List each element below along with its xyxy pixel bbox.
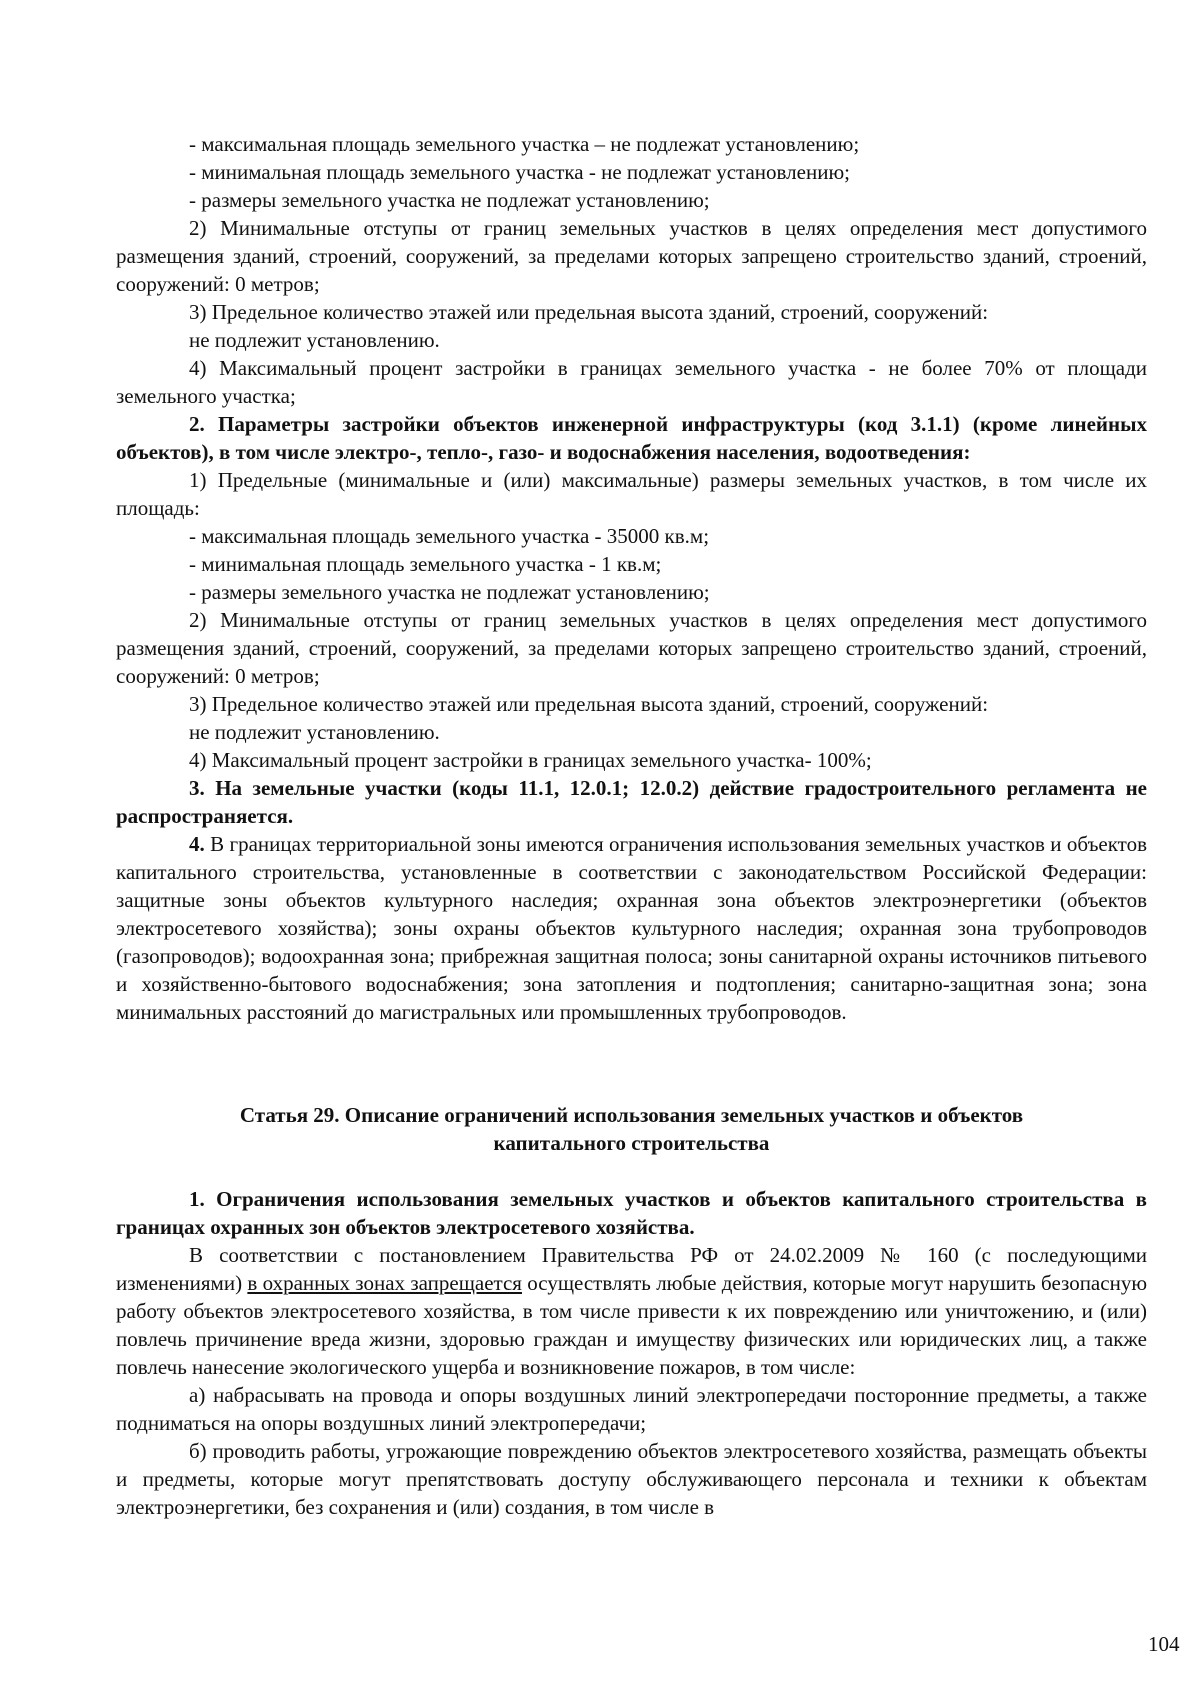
paragraph: а) набрасывать на провода и опоры воздушных линий электропередачи посторонние предметы, а также подниматься на опоры воздушных линий электропередачи; xyxy=(116,1383,1147,1435)
section-2-heading: 2. Параметры застройки объектов инженерной инфраструктуры (код 3.1.1) (кроме линейных объектов), в том числе электро-, тепло-, газо- и водоснабжения населения, водоотведения: xyxy=(116,412,1147,464)
article-title xyxy=(116,1101,1147,1157)
paragraph: - размеры земельного участка не подлежат установлению; xyxy=(189,580,710,604)
paragraph: 3) Предельное количество этажей или предельная высота зданий, строений, сооружений: xyxy=(189,300,989,324)
paragraph: 3) Предельное количество этажей или предельная высота зданий, строений, сооружений: xyxy=(189,692,989,716)
section-4-paragraph: 4. В границах территориальной зоны имеются ограничения использования земельных участков и объектов капитального строительства, установленные в соответствии с законодательством Российской Федерации: защитные зоны объектов культурного наследия; охранная зона объектов электроэнергетики (объектов электросетевого хозяйства); зоны охраны объектов культурного наследия; охранная зона трубопроводов (газопроводов); водоохранная зона; прибрежная защитная полоса; зоны санитарной охраны источников питьевого и хозяйственно-бытового водоснабжения; зона затопления и подтопления; санитарно-защитная зона; зона минимальных расстояний до магистральных или промышленных трубопроводов. xyxy=(116,832,1147,1024)
paragraph: б) проводить работы, угрожающие повреждению объектов электросетевого хозяйства, размещать объекты и предметы, которые могут препятствовать доступу обслуживающего персонала и техники к объектам электроэнергетики, без сохранения и (или) создания, в том числе в xyxy=(116,1439,1147,1519)
spacer xyxy=(116,1157,1147,1185)
paragraph: не подлежит установлению. xyxy=(189,720,440,744)
paragraph: 2) Минимальные отступы от границ земельных участков в целях определения мест допустимого размещения зданий, строений, сооружений, за пределами которых запрещено строительство зданий, строений, сооружений: 0 метров; xyxy=(116,608,1147,688)
paragraph: не подлежит установлению. xyxy=(189,328,440,352)
article-section-1-heading: 1. Ограничения использования земельных участков и объектов капитального строительства в границах охранных зон объектов электросетевого хозяйства. xyxy=(116,1187,1147,1239)
paragraph: 4) Максимальный процент застройки в границах земельного участка- 100%; xyxy=(189,748,872,772)
paragraph: - максимальная площадь земельного участка - 35000 кв.м; xyxy=(189,524,710,548)
article-title-line-2: капитального строительства xyxy=(493,1131,770,1155)
paragraph: - минимальная площадь земельного участка - не подлежат установлению; xyxy=(189,160,850,184)
page-number: 104 xyxy=(1148,1632,1180,1656)
paragraph: В соответствии с постановлением Правительства РФ от 24.02.2009 № 160 (с последующими изменениями) в охранных зонах запрещается осуществлять любые действия, которые могут нарушить безопасную работу объектов электросетевого хозяйства, в том числе привести к их повреждению или уничтожению, и (или) повлечь причинение вреда жизни, здоровью граждан и имуществу физических или юридических лиц, а также повлечь нанесение экологического ущерба и возникновение пожаров, в том числе: xyxy=(116,1243,1148,1379)
document-page xyxy=(116,130,1147,1521)
section-3-heading: 3. На земельные участки (коды 11.1, 12.0.1; 12.0.2) действие градостроительного регламента не распространяется. xyxy=(116,776,1147,828)
paragraph: - максимальная площадь земельного участка – не подлежат установлению; xyxy=(189,132,860,156)
paragraph: - размеры земельного участка не подлежат установлению; xyxy=(189,188,710,212)
article-title-line-1: Статья 29. Описание ограничений использования земельных участков и объектов xyxy=(239,1103,1024,1127)
paragraph: - минимальная площадь земельного участка - 1 кв.м; xyxy=(189,552,662,576)
underlined-text: в охранных зонах запрещается xyxy=(247,1271,522,1295)
paragraph: 2) Минимальные отступы от границ земельных участков в целях определения мест допустимого размещения зданий, строений, сооружений, за пределами которых запрещено строительство зданий, строений, сооружений: 0 метров; xyxy=(116,216,1147,296)
paragraph: 4) Максимальный процент застройки в границах земельного участка - не более 70% от площади земельного участка; xyxy=(116,356,1147,408)
paragraph: 1) Предельные (минимальные и (или) максимальные) размеры земельных участков, в том числе их площадь: xyxy=(116,468,1147,520)
